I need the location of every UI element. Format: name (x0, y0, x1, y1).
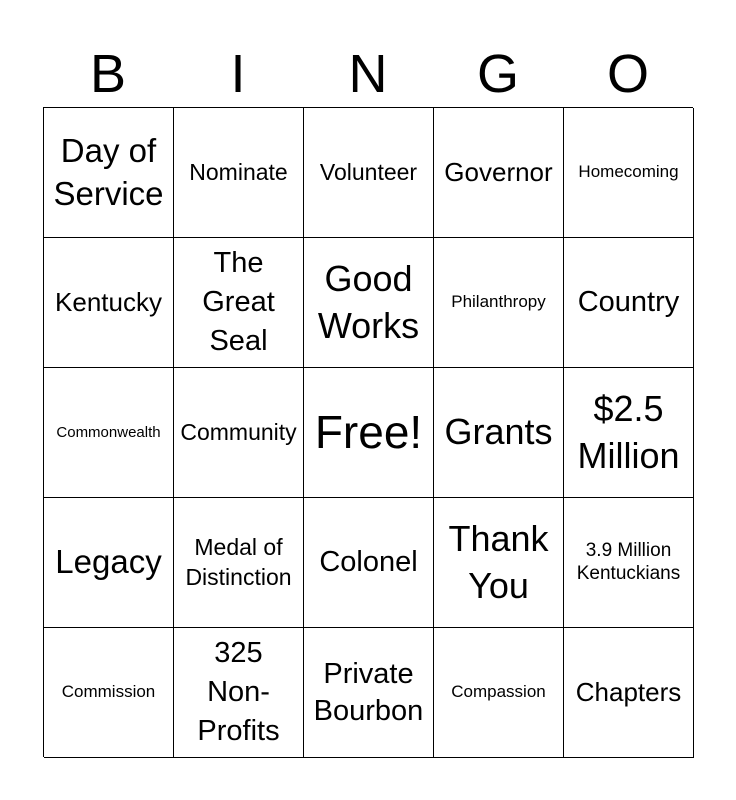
bingo-header (43, 40, 693, 108)
bingo-cell-4-2[interactable] (174, 498, 304, 628)
cell-text: Governor (444, 156, 553, 187)
bingo-cell-2-4[interactable] (434, 238, 564, 368)
cell-text: Kentucky (55, 286, 162, 317)
cell-text: Homecoming (578, 162, 679, 182)
cell-text: Philanthropy (451, 292, 546, 312)
header-letter-i: I (230, 44, 246, 104)
cell-text: $2.5 Million (577, 387, 680, 476)
bingo-cell-1-4[interactable] (434, 108, 564, 238)
bingo-cell-5-1[interactable] (44, 628, 174, 758)
cell-text: Private Bourbon (313, 658, 424, 727)
header-letter-b: B (89, 44, 127, 104)
cell-text: Colonel (319, 545, 418, 578)
bingo-cell-2-5[interactable] (564, 238, 694, 368)
cell-text: Grants (444, 411, 553, 453)
bingo-cell-5-3[interactable] (304, 628, 434, 758)
bingo-cell-3-4[interactable] (434, 368, 564, 498)
bingo-cell-2-3[interactable] (304, 238, 434, 368)
bingo-cell-2-2[interactable] (174, 238, 304, 368)
cell-text: Commonwealth (56, 423, 161, 441)
header-letter-o: O (606, 44, 649, 104)
cell-text: Medal of Distinction (185, 533, 292, 590)
cell-text: Good Works (317, 257, 420, 346)
cell-text: 3.9 Million Kentuckians (576, 539, 681, 584)
free-space-cell[interactable] (304, 368, 434, 498)
header-letter-n: N (348, 44, 388, 104)
bingo-cell-1-2[interactable] (174, 108, 304, 238)
bingo-board (43, 107, 693, 757)
cell-text: Thank You (448, 517, 549, 606)
cell-text: The Great Seal (202, 246, 275, 358)
cell-text: Country (577, 285, 680, 318)
bingo-cell-5-4[interactable] (434, 628, 564, 758)
cell-text: Compassion (451, 682, 546, 702)
bingo-cell-4-1[interactable] (44, 498, 174, 628)
cell-text: Commission (61, 682, 156, 702)
bingo-cell-4-3[interactable] (304, 498, 434, 628)
cell-text: Legacy (55, 543, 162, 581)
bingo-cell-5-2[interactable] (174, 628, 304, 758)
cell-text: Day of Service (53, 131, 164, 212)
bingo-cell-4-5[interactable] (564, 498, 694, 628)
cell-text: Community (180, 419, 297, 446)
bingo-cell-3-1[interactable] (44, 368, 174, 498)
cell-text: Nominate (189, 159, 288, 186)
bingo-cell-5-5[interactable] (564, 628, 694, 758)
cell-text: Chapters (575, 676, 682, 707)
cell-text: Volunteer (319, 159, 418, 186)
header-letter-g: G (476, 44, 519, 104)
bingo-cell-1-3[interactable] (304, 108, 434, 238)
bingo-cell-1-1[interactable] (44, 108, 174, 238)
bingo-cell-2-1[interactable] (44, 238, 174, 368)
cell-text: Free! (314, 405, 423, 458)
bingo-cell-3-2[interactable] (174, 368, 304, 498)
cell-text: 325 Non- Profits (197, 636, 280, 748)
bingo-cell-3-5[interactable] (564, 368, 694, 498)
bingo-cell-1-5[interactable] (564, 108, 694, 238)
bingo-cell-4-4[interactable] (434, 498, 564, 628)
